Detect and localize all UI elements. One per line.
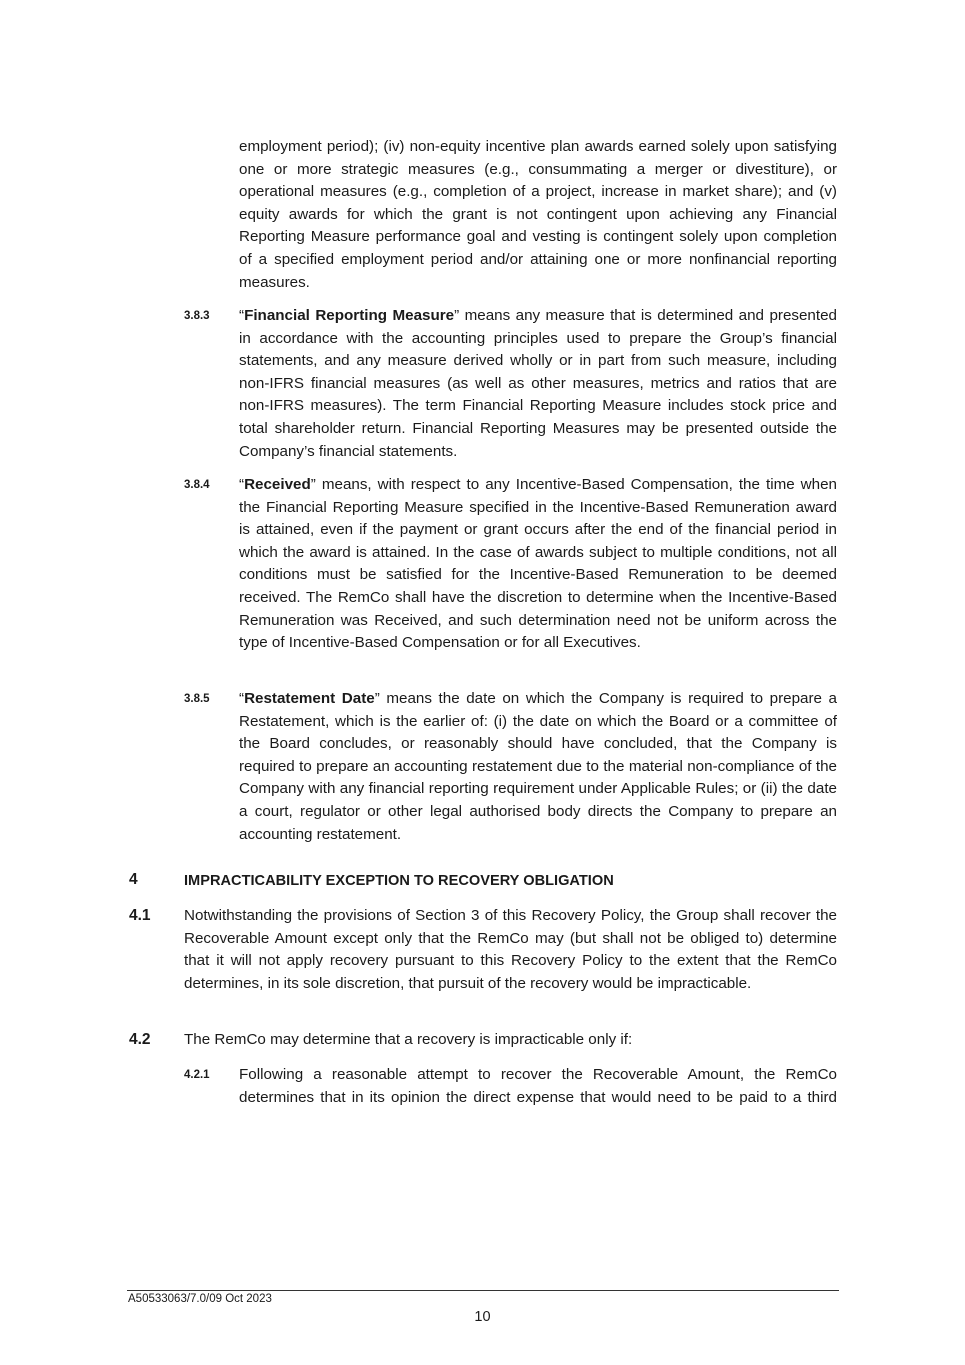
clause-number-4-2-1: 4.2.1 <box>184 1069 210 1081</box>
clause-number-4-2: 4.2 <box>129 1031 151 1048</box>
clause-number-3-8-4: 3.8.4 <box>184 479 210 491</box>
clause-3-8-5 <box>239 688 837 846</box>
defined-term: Received <box>244 476 311 493</box>
clause-number-4-1: 4.1 <box>129 907 151 924</box>
page-number: 10 <box>474 1309 491 1325</box>
footer-divider <box>127 1290 839 1291</box>
clause-3-8-3 <box>239 305 837 463</box>
clause-text: ” means the date on which the Company is required to prepare a Restatement, which is the earlier of: (i) the date on which the Board or a committee of the Board concludes, or reasonably should have concluded, that the Company is required to prepare an accounting restatement due to the material non-compliance of the Company with any financial reporting requirement under Applicable Rules; or (ii) the date a court, regulator or other legal authorised body directs the Company to prepare an accounting restatement. <box>239 690 837 843</box>
open-quote: “ <box>239 476 245 493</box>
open-quote: “ <box>239 690 245 707</box>
clause-text: ” means any measure that is determined and presented in accordance with the accounting principles used to prepare the Group’s financial statements, and any measure derived wholly or in part from such measure, including non-IFRS financial measures (as well as other measures, metrics and ratios that are non-IFRS measures). The term Financial Reporting Measure includes stock price and total shareholder return. Financial Reporting Measures may be presented outside the Company’s financial statements. <box>239 307 837 460</box>
clause-4-1: Notwithstanding the provisions of Section 3 of this Recovery Policy, the Group shall recover the Recoverable Amount except only that the RemCo may (but shall not be obliged to) determine that it will not apply recovery pursuant to this Recovery Policy to the extent that the RemCo determines, in its sole discretion, that pursuit of the recovery would be impracticable. <box>184 907 837 992</box>
defined-term: Restatement Date <box>244 690 375 707</box>
clause-3-8-4 <box>239 474 837 655</box>
continuation-paragraph: employment period); (iv) non-equity incentive plan awards earned solely upon satisfying one or more strategic measures (e.g., consummating a merger or divestiture), or operational measures (e.g., completion of a project, increase in market share); and (v) equity awards for which the grant is not contingent upon achieving any Financial Reporting Measure performance goal and vesting is contingent solely upon completion of a specified employment period and/or attaining one or more nonfinancial reporting measures. <box>239 138 837 291</box>
section-number: 4 <box>129 871 138 888</box>
clause-4-2-1: Following a reasonable attempt to recover the Recoverable Amount, the RemCo determines that in its opinion the direct expense that would need to be paid to a third <box>239 1066 837 1106</box>
document-reference: A50533063/7.0/09 Oct 2023 <box>128 1293 272 1305</box>
section-heading: IMPRACTICABILITY EXCEPTION TO RECOVERY OBLIGATION <box>184 873 614 889</box>
defined-term: Financial Reporting Measure <box>244 307 455 324</box>
clause-number-3-8-3: 3.8.3 <box>184 310 210 322</box>
clause-4-2: The RemCo may determine that a recovery is impracticable only if: <box>184 1031 633 1048</box>
clause-number-3-8-5: 3.8.5 <box>184 693 210 705</box>
clause-text: ” means, with respect to any Incentive-Based Compensation, the time when the Financial Reporting Measure specified in the Incentive-Based Remuneration award is attained, even if the payment or grant occurs after the end of the financial period in which the award is attained. In the case of awards subject to multiple conditions, not all conditions must be satisfied for the Incentive-Based Remuneration to be deemed received. The RemCo shall have the discretion to determine when the Incentive-Based Remuneration was Received, and such determination need not be uniform across the type of Incentive-Based Compensation or for all Executives. <box>239 476 837 652</box>
open-quote: “ <box>239 307 245 324</box>
